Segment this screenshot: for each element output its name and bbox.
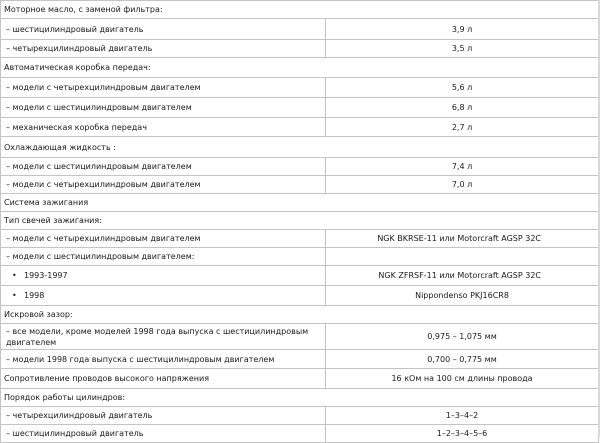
param-label: – модели 1998 года выпуска с шестицилиндровым двигателем (1, 350, 326, 369)
table-row (1, 19, 599, 40)
param-value: 3,9 л (326, 19, 599, 40)
table-row (1, 266, 599, 286)
param-label: – четырехцилиндровый двигатель (1, 40, 326, 58)
param-value: 0,700 – 0,775 мм (326, 350, 599, 369)
bullet-icon: • (12, 291, 17, 300)
table-row (1, 286, 599, 306)
table-row (1, 98, 599, 118)
table-row (1, 176, 599, 194)
param-value (326, 248, 599, 266)
param-value: Nippondenso PKJ16CR8 (326, 286, 599, 306)
table-row (1, 350, 599, 369)
param-value: 0,975 – 1,075 мм (326, 324, 599, 350)
param-label: – модели с шестицилиндровым двигателем (1, 158, 326, 176)
param-value: 1–2–3–4–5–6 (326, 425, 599, 443)
table-row (1, 78, 599, 98)
bullet-item (1, 266, 326, 286)
param-label: – модели с четырехцилиндровым двигателем (1, 78, 326, 98)
table-row (1, 389, 599, 407)
table-row (1, 1, 599, 19)
param-value: 7,4 л (326, 158, 599, 176)
table-row (1, 248, 599, 266)
section-header-ignition-system: Система зажигания (1, 194, 599, 212)
bullet-icon: • (12, 271, 17, 280)
bullet-item (1, 286, 326, 306)
section-header-automatic-transmission: Автоматическая коробка передач: (1, 58, 599, 78)
param-value: 1–3–4–2 (326, 407, 599, 425)
param-label: – модели с четырехцилиндровым двигателем (1, 176, 326, 194)
section-header-spark-gap: Искровой зазор: (1, 306, 599, 324)
param-label: – все модели, кроме моделей 1998 года выпуска с шестицилиндровым двигателем (1, 324, 326, 350)
param-value: 3,5 л (326, 40, 599, 58)
table-row (1, 194, 599, 212)
param-label: – шестицилиндровый двигатель (1, 19, 326, 40)
table-row (1, 407, 599, 425)
param-value: 6,8 л (326, 98, 599, 118)
param-value: 7,0 л (326, 176, 599, 194)
table-row (1, 212, 599, 230)
param-label: – модели с четырехцилиндровым двигателем (1, 230, 326, 248)
table-row (1, 230, 599, 248)
table-row (1, 40, 599, 58)
table-row (1, 118, 599, 137)
param-label: – модели с шестицилиндровым двигателем (1, 98, 326, 118)
table-row (1, 324, 599, 350)
table-row (1, 369, 599, 389)
bullet-label: 1993-1997 (24, 271, 68, 280)
param-label: – модели с шестицилиндровым двигателем: (1, 248, 326, 266)
section-header-engine-oil: Моторное масло, с заменой фильтра: (1, 1, 599, 19)
table-row (1, 58, 599, 78)
param-value: NGK ZFRSF-11 или Motorcraft AGSP 32C (326, 266, 599, 286)
param-value: 2,7 л (326, 118, 599, 137)
section-header-coolant: Охлаждающая жидкость : (1, 137, 599, 158)
section-header-spark-plug-type: Тип свечей зажигания: (1, 212, 599, 230)
param-label: – четырехцилиндровый двигатель (1, 407, 326, 425)
bullet-label: 1998 (24, 291, 45, 300)
param-value: NGK BKRSE-11 или Motorcraft AGSP 32C (326, 230, 599, 248)
param-value: 16 кОм на 100 см длины провода (326, 369, 599, 389)
table-row (1, 306, 599, 324)
param-label: – механическая коробка передач (1, 118, 326, 137)
param-label: – шестицилиндровый двигатель (1, 425, 326, 443)
table-row (1, 158, 599, 176)
param-value: 5,6 л (326, 78, 599, 98)
table-row (1, 425, 599, 443)
section-header-firing-order: Порядок работы цилиндров: (1, 389, 599, 407)
param-label: Сопротивление проводов высокого напряжения (1, 369, 326, 389)
table-row (1, 137, 599, 158)
